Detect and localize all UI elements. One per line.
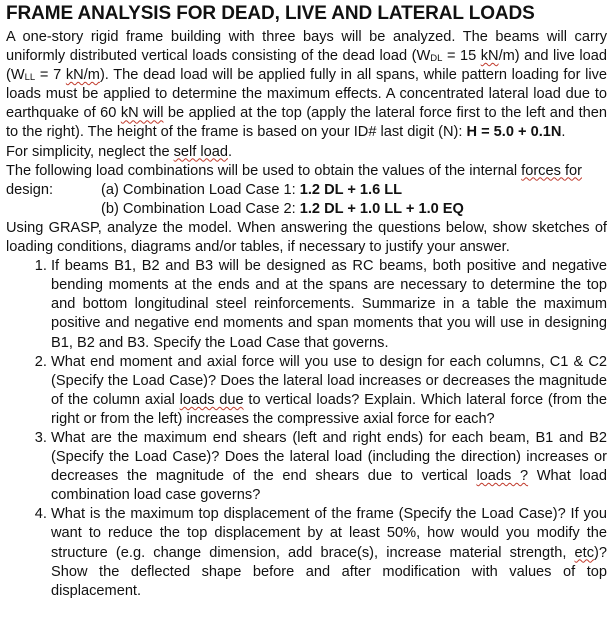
question-4: 4. What is the maximum top displacement of the frame (Specify the Load Case)? If you want to reduce the top displacement by at least 50%, how would you modify the structure (e.g. change dimension, add brace(s), increase material strength, etc)? Show the deflected shape before and after modification with values of top displacement. (51, 505, 607, 600)
intro-paragraph: A one-story rigid frame building with three bays will be analyzed. The beams will carry uniformly distributed vertical loads consisting of the dead load ($W_{DL} = 15$ kN/m) and live load ($W_{LL} = 7$ kN/m). The dead load will be applied fully in all spans, while pattern loading for live loads must be applied to determine the maximum effects. A concentrated lateral load due to earthquake of 60 kN will be applied at the top (apply the lateral force first to the left and then to the right). The height of the frame is based on your ID# last digit (N): H = 5.0 + 0.1N. (6, 29, 608, 141)
grasp-instructions: Using GRASP, analyze the model. When answering the questions below, show sketches of loading conditions, diagrams and/or tables, if necessary to justify your answer. (6, 219, 607, 256)
spell-flag: kN will (120, 105, 164, 122)
spell-flag: self load (173, 143, 228, 160)
question-list (6, 257, 607, 601)
spell-flag: forces for (521, 162, 582, 179)
spell-flag: loads ? (476, 468, 529, 485)
document-title: FRAME ANALYSIS FOR DEAD, LIVE AND LATERAL LOADS (6, 3, 535, 24)
load-case-2: (b) Combination Load Case 2: 1.2 DL + 1.0 LL + 1.0 EQ (101, 200, 464, 217)
spell-flag: loads due (179, 391, 244, 408)
simplicity-note: For simplicity, neglect the self load. (6, 143, 233, 160)
load-case-1: design: (a) Combination Load Case 1: 1.2 DL + 1.6 LL (6, 181, 607, 200)
case1-formula: 1.2 DL + 1.6 LL (299, 181, 403, 198)
spell-flag: etc (574, 544, 595, 561)
design-label: design: (6, 181, 54, 198)
question-2: 2. What end moment and axial force will you use to design for each columns, C1 & C2 (Specify the Load Case)? Does the lateral load increases or decreases the magnitude of the column axial loads due to vertical loads? Explain. Which lateral force (from the right or from the left) increases the compressive axial force for each? (51, 353, 607, 429)
spell-flag: kN/m (65, 67, 100, 84)
spell-flag: kN (480, 48, 499, 65)
question-1: 1. If beams B1, B2 and B3 will be designed as RC beams, both positive and negative bending moments at the ends and at the spans are necessary to determine the top and bottom longitudinal steel reinforcements. Summarize in a table the maximum positive and negative end moments and span moments that you will use in designing B1, B2 and B3. Specify the Load Case that governs. (51, 257, 607, 352)
combos-intro: The following load combinations will be used to obtain the values of the internal forces for (6, 162, 582, 179)
case2-formula: 1.2 DL + 1.0 LL + 1.0 EQ (299, 200, 464, 217)
question-3: 3. What are the maximum end shears (left and right ends) for each beam, B1 and B2 (Specify the Load Case)? Does the lateral load (including the direction) increases or decreases the magnitude of the end shears due to vertical loads ? What load combination load case governs? (51, 429, 607, 505)
height-formula: H = 5.0 + 0.1N (466, 124, 562, 141)
